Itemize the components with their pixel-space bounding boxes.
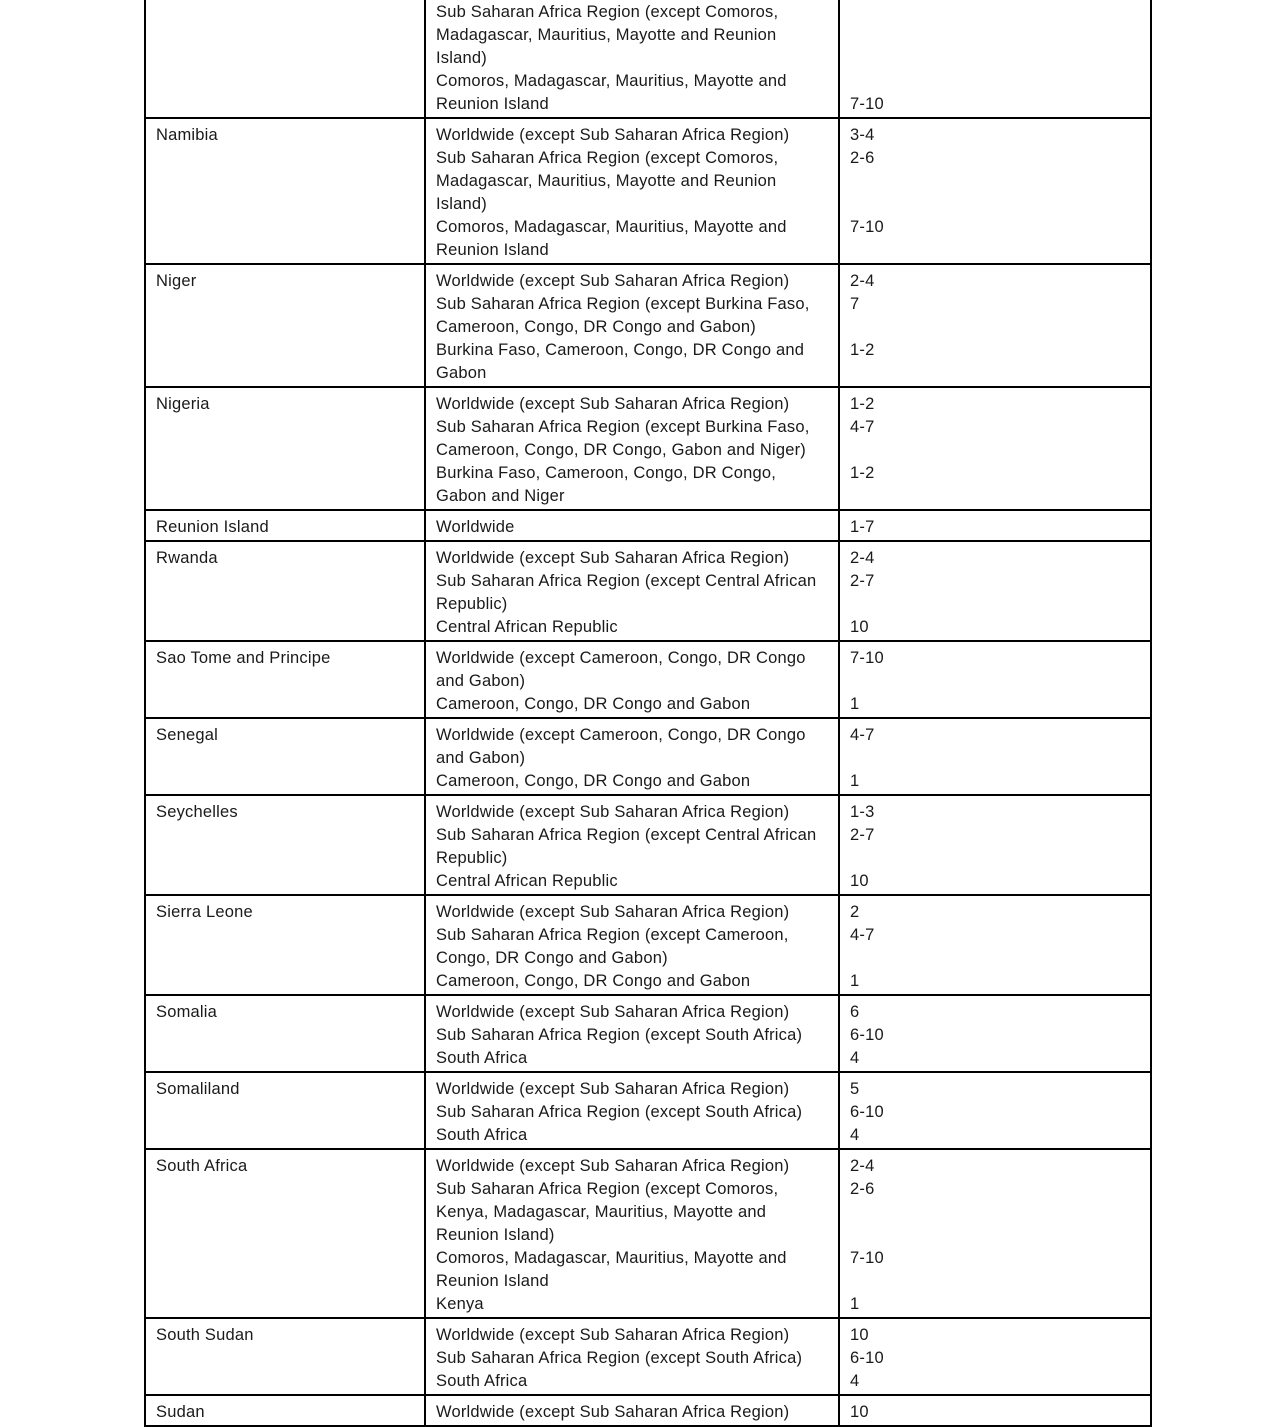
country-cell: South Sudan bbox=[145, 1318, 425, 1395]
destination-text: Worldwide (except Cameroon, Congo, DR Congo bbox=[436, 649, 806, 667]
country-cell: Namibia bbox=[145, 118, 425, 264]
delivery-days-cell bbox=[839, 541, 1151, 641]
table-row bbox=[145, 641, 1151, 718]
destination-cell bbox=[425, 995, 839, 1072]
delivery-days-value: 2-4 bbox=[850, 272, 875, 290]
table-row bbox=[145, 0, 1151, 118]
destination-text: Cameroon, Congo, DR Congo and Gabon) bbox=[436, 318, 756, 336]
delivery-days-value: 6-10 bbox=[850, 1103, 884, 1121]
destination-text: Worldwide (except Sub Saharan Africa Region) bbox=[436, 903, 790, 921]
destination-text: Sub Saharan Africa Region (except Cameroon, bbox=[436, 926, 789, 944]
destination-text: Worldwide (except Sub Saharan Africa Region) bbox=[436, 1403, 790, 1421]
table-row bbox=[145, 264, 1151, 387]
delivery-days-value: 1 bbox=[850, 695, 860, 713]
delivery-days-value: 2-7 bbox=[850, 826, 875, 844]
country-cell: Senegal bbox=[145, 718, 425, 795]
delivery-days-value: 2-6 bbox=[850, 1180, 875, 1198]
destination-text: Madagascar, Mauritius, Mayotte and Reunion bbox=[436, 26, 777, 44]
destination-text: Worldwide (except Sub Saharan Africa Region) bbox=[436, 1080, 790, 1098]
delivery-days-value: 1 bbox=[850, 972, 860, 990]
delivery-days-value: 2-7 bbox=[850, 572, 875, 590]
destination-text: Sub Saharan Africa Region (except South Africa) bbox=[436, 1026, 803, 1044]
delivery-days-value: 1 bbox=[850, 772, 860, 790]
destination-cell bbox=[425, 541, 839, 641]
destination-text: Sub Saharan Africa Region (except South Africa) bbox=[436, 1349, 803, 1367]
destination-text: Island) bbox=[436, 49, 487, 67]
delivery-days-value: 10 bbox=[850, 1326, 869, 1344]
delivery-days-cell bbox=[839, 1149, 1151, 1318]
delivery-days-value: 6-10 bbox=[850, 1349, 884, 1367]
destination-text: Kenya bbox=[436, 1295, 484, 1313]
destination-text: Sub Saharan Africa Region (except Central African bbox=[436, 572, 817, 590]
delivery-days-value: 7-10 bbox=[850, 649, 884, 667]
destination-text: Congo, DR Congo and Gabon) bbox=[436, 949, 668, 967]
destination-text: Cameroon, Congo, DR Congo, Gabon and Niger) bbox=[436, 441, 806, 459]
table-row bbox=[145, 118, 1151, 264]
destination-text: Sub Saharan Africa Region (except South Africa) bbox=[436, 1103, 803, 1121]
delivery-days-value: 7-10 bbox=[850, 1249, 884, 1267]
delivery-days-cell bbox=[839, 264, 1151, 387]
country-cell: Nigeria bbox=[145, 387, 425, 510]
delivery-days-value: 4 bbox=[850, 1372, 860, 1390]
delivery-days-cell bbox=[839, 641, 1151, 718]
destination-text: Cameroon, Congo, DR Congo and Gabon bbox=[436, 972, 751, 990]
delivery-days-value: 4-7 bbox=[850, 726, 875, 744]
table-row bbox=[145, 1318, 1151, 1395]
table-row bbox=[145, 1395, 1151, 1426]
destination-cell bbox=[425, 1072, 839, 1149]
table-row bbox=[145, 995, 1151, 1072]
destination-text: Worldwide (except Sub Saharan Africa Region) bbox=[436, 395, 790, 413]
delivery-days-value: 10 bbox=[850, 618, 869, 636]
delivery-days-value: 7-10 bbox=[850, 218, 884, 236]
delivery-days-value: 2-6 bbox=[850, 149, 875, 167]
destination-cell bbox=[425, 0, 839, 118]
destination-text: Comoros, Madagascar, Mauritius, Mayotte and bbox=[436, 1249, 787, 1267]
delivery-days-value: 1-7 bbox=[850, 518, 875, 536]
delivery-days-value: 2-4 bbox=[850, 549, 875, 567]
table-row bbox=[145, 1072, 1151, 1149]
destination-text: Sub Saharan Africa Region (except Burkina Faso, bbox=[436, 295, 810, 313]
destination-text: Worldwide bbox=[436, 518, 515, 536]
destination-text: South Africa bbox=[436, 1372, 528, 1390]
country-cell: Niger bbox=[145, 264, 425, 387]
delivery-days-value: 4-7 bbox=[850, 926, 875, 944]
destination-text: Island) bbox=[436, 195, 487, 213]
destination-cell bbox=[425, 718, 839, 795]
destination-cell bbox=[425, 510, 839, 541]
table-row bbox=[145, 795, 1151, 895]
delivery-days-value: 6 bbox=[850, 1003, 860, 1021]
country-cell: Somalia bbox=[145, 995, 425, 1072]
delivery-days-value: 2-4 bbox=[850, 1157, 875, 1175]
delivery-days-value: 5 bbox=[850, 1080, 860, 1098]
country-cell: Sao Tome and Principe bbox=[145, 641, 425, 718]
destination-text: Cameroon, Congo, DR Congo and Gabon bbox=[436, 695, 751, 713]
table-body bbox=[145, 0, 1151, 1426]
delivery-days-value: 1-2 bbox=[850, 341, 875, 359]
destination-text: Worldwide (except Sub Saharan Africa Region) bbox=[436, 1157, 790, 1175]
delivery-days-value: 1-2 bbox=[850, 395, 875, 413]
destination-text: Reunion Island bbox=[436, 241, 549, 259]
delivery-days-cell bbox=[839, 387, 1151, 510]
destination-cell bbox=[425, 895, 839, 995]
table-row bbox=[145, 387, 1151, 510]
destination-text: Sub Saharan Africa Region (except Comoros, bbox=[436, 3, 779, 21]
delivery-days-value: 3-4 bbox=[850, 126, 875, 144]
country-cell: Rwanda bbox=[145, 541, 425, 641]
delivery-days-value: 1 bbox=[850, 1295, 860, 1313]
delivery-days-value: 7 bbox=[850, 295, 860, 313]
destination-cell bbox=[425, 118, 839, 264]
destination-cell bbox=[425, 264, 839, 387]
destination-text: South Africa bbox=[436, 1126, 528, 1144]
destination-text: and Gabon) bbox=[436, 672, 526, 690]
destination-text: Sub Saharan Africa Region (except Comoros, bbox=[436, 1180, 779, 1198]
destination-text: Sub Saharan Africa Region (except Central African bbox=[436, 826, 817, 844]
destination-text: Sub Saharan Africa Region (except Comoros, bbox=[436, 149, 779, 167]
destination-text: Cameroon, Congo, DR Congo and Gabon bbox=[436, 772, 751, 790]
delivery-days-cell bbox=[839, 1395, 1151, 1426]
destination-text: Republic) bbox=[436, 595, 508, 613]
delivery-days-value: 1-2 bbox=[850, 464, 875, 482]
delivery-days-value: 1-3 bbox=[850, 803, 875, 821]
delivery-days-cell bbox=[839, 895, 1151, 995]
delivery-days-value: 4-7 bbox=[850, 418, 875, 436]
destination-text: South Africa bbox=[436, 1049, 528, 1067]
destination-text: Republic) bbox=[436, 849, 508, 867]
delivery-days-value: 7-10 bbox=[850, 95, 884, 113]
destination-text: Comoros, Madagascar, Mauritius, Mayotte and bbox=[436, 72, 787, 90]
destination-cell bbox=[425, 1149, 839, 1318]
delivery-days-cell bbox=[839, 118, 1151, 264]
destination-text: Burkina Faso, Cameroon, Congo, DR Congo, bbox=[436, 464, 776, 482]
destination-text: Gabon and Niger bbox=[436, 487, 565, 505]
delivery-days-value: 4 bbox=[850, 1049, 860, 1067]
delivery-times-table bbox=[144, 0, 1152, 1427]
destination-text: Sub Saharan Africa Region (except Burkina Faso, bbox=[436, 418, 810, 436]
country-cell: Seychelles bbox=[145, 795, 425, 895]
destination-text: Worldwide (except Sub Saharan Africa Region) bbox=[436, 272, 790, 290]
table-row bbox=[145, 1149, 1151, 1318]
delivery-days-value: 6-10 bbox=[850, 1026, 884, 1044]
country-cell: Somaliland bbox=[145, 1072, 425, 1149]
country-cell: South Africa bbox=[145, 1149, 425, 1318]
destination-text: Central African Republic bbox=[436, 872, 618, 890]
delivery-days-value: 10 bbox=[850, 872, 869, 890]
destination-text: Worldwide (except Sub Saharan Africa Region) bbox=[436, 803, 790, 821]
table-row bbox=[145, 541, 1151, 641]
country-cell bbox=[145, 0, 425, 118]
destination-text: Reunion Island) bbox=[436, 1226, 555, 1244]
destination-text: Worldwide (except Sub Saharan Africa Region) bbox=[436, 126, 790, 144]
destination-text: Reunion Island bbox=[436, 95, 549, 113]
delivery-days-value: 10 bbox=[850, 1403, 869, 1421]
delivery-days-cell bbox=[839, 1318, 1151, 1395]
destination-cell bbox=[425, 1395, 839, 1426]
country-cell: Reunion Island bbox=[145, 510, 425, 541]
delivery-days-value: 4 bbox=[850, 1126, 860, 1144]
destination-text: and Gabon) bbox=[436, 749, 526, 767]
destination-text: Comoros, Madagascar, Mauritius, Mayotte and bbox=[436, 218, 787, 236]
country-cell: Sierra Leone bbox=[145, 895, 425, 995]
destination-text: Worldwide (except Sub Saharan Africa Region) bbox=[436, 1003, 790, 1021]
destination-text: Kenya, Madagascar, Mauritius, Mayotte and bbox=[436, 1203, 767, 1221]
table-row bbox=[145, 718, 1151, 795]
delivery-days-cell bbox=[839, 995, 1151, 1072]
destination-cell bbox=[425, 387, 839, 510]
delivery-days-value: 2 bbox=[850, 903, 860, 921]
destination-text: Reunion Island bbox=[436, 1272, 549, 1290]
destination-text: Gabon bbox=[436, 364, 487, 382]
delivery-days-cell bbox=[839, 795, 1151, 895]
destination-cell bbox=[425, 1318, 839, 1395]
table-row bbox=[145, 895, 1151, 995]
delivery-days-cell bbox=[839, 510, 1151, 541]
delivery-days-cell bbox=[839, 1072, 1151, 1149]
table-row bbox=[145, 510, 1151, 541]
destination-text: Worldwide (except Sub Saharan Africa Region) bbox=[436, 1326, 790, 1344]
destination-text: Worldwide (except Sub Saharan Africa Region) bbox=[436, 549, 790, 567]
destination-text: Central African Republic bbox=[436, 618, 618, 636]
delivery-days-cell bbox=[839, 718, 1151, 795]
destination-cell bbox=[425, 641, 839, 718]
destination-text: Burkina Faso, Cameroon, Congo, DR Congo and bbox=[436, 341, 805, 359]
delivery-days-cell bbox=[839, 0, 1151, 118]
destination-text: Worldwide (except Cameroon, Congo, DR Congo bbox=[436, 726, 806, 744]
destination-cell bbox=[425, 795, 839, 895]
destination-text: Madagascar, Mauritius, Mayotte and Reunion bbox=[436, 172, 777, 190]
country-cell: Sudan bbox=[145, 1395, 425, 1426]
